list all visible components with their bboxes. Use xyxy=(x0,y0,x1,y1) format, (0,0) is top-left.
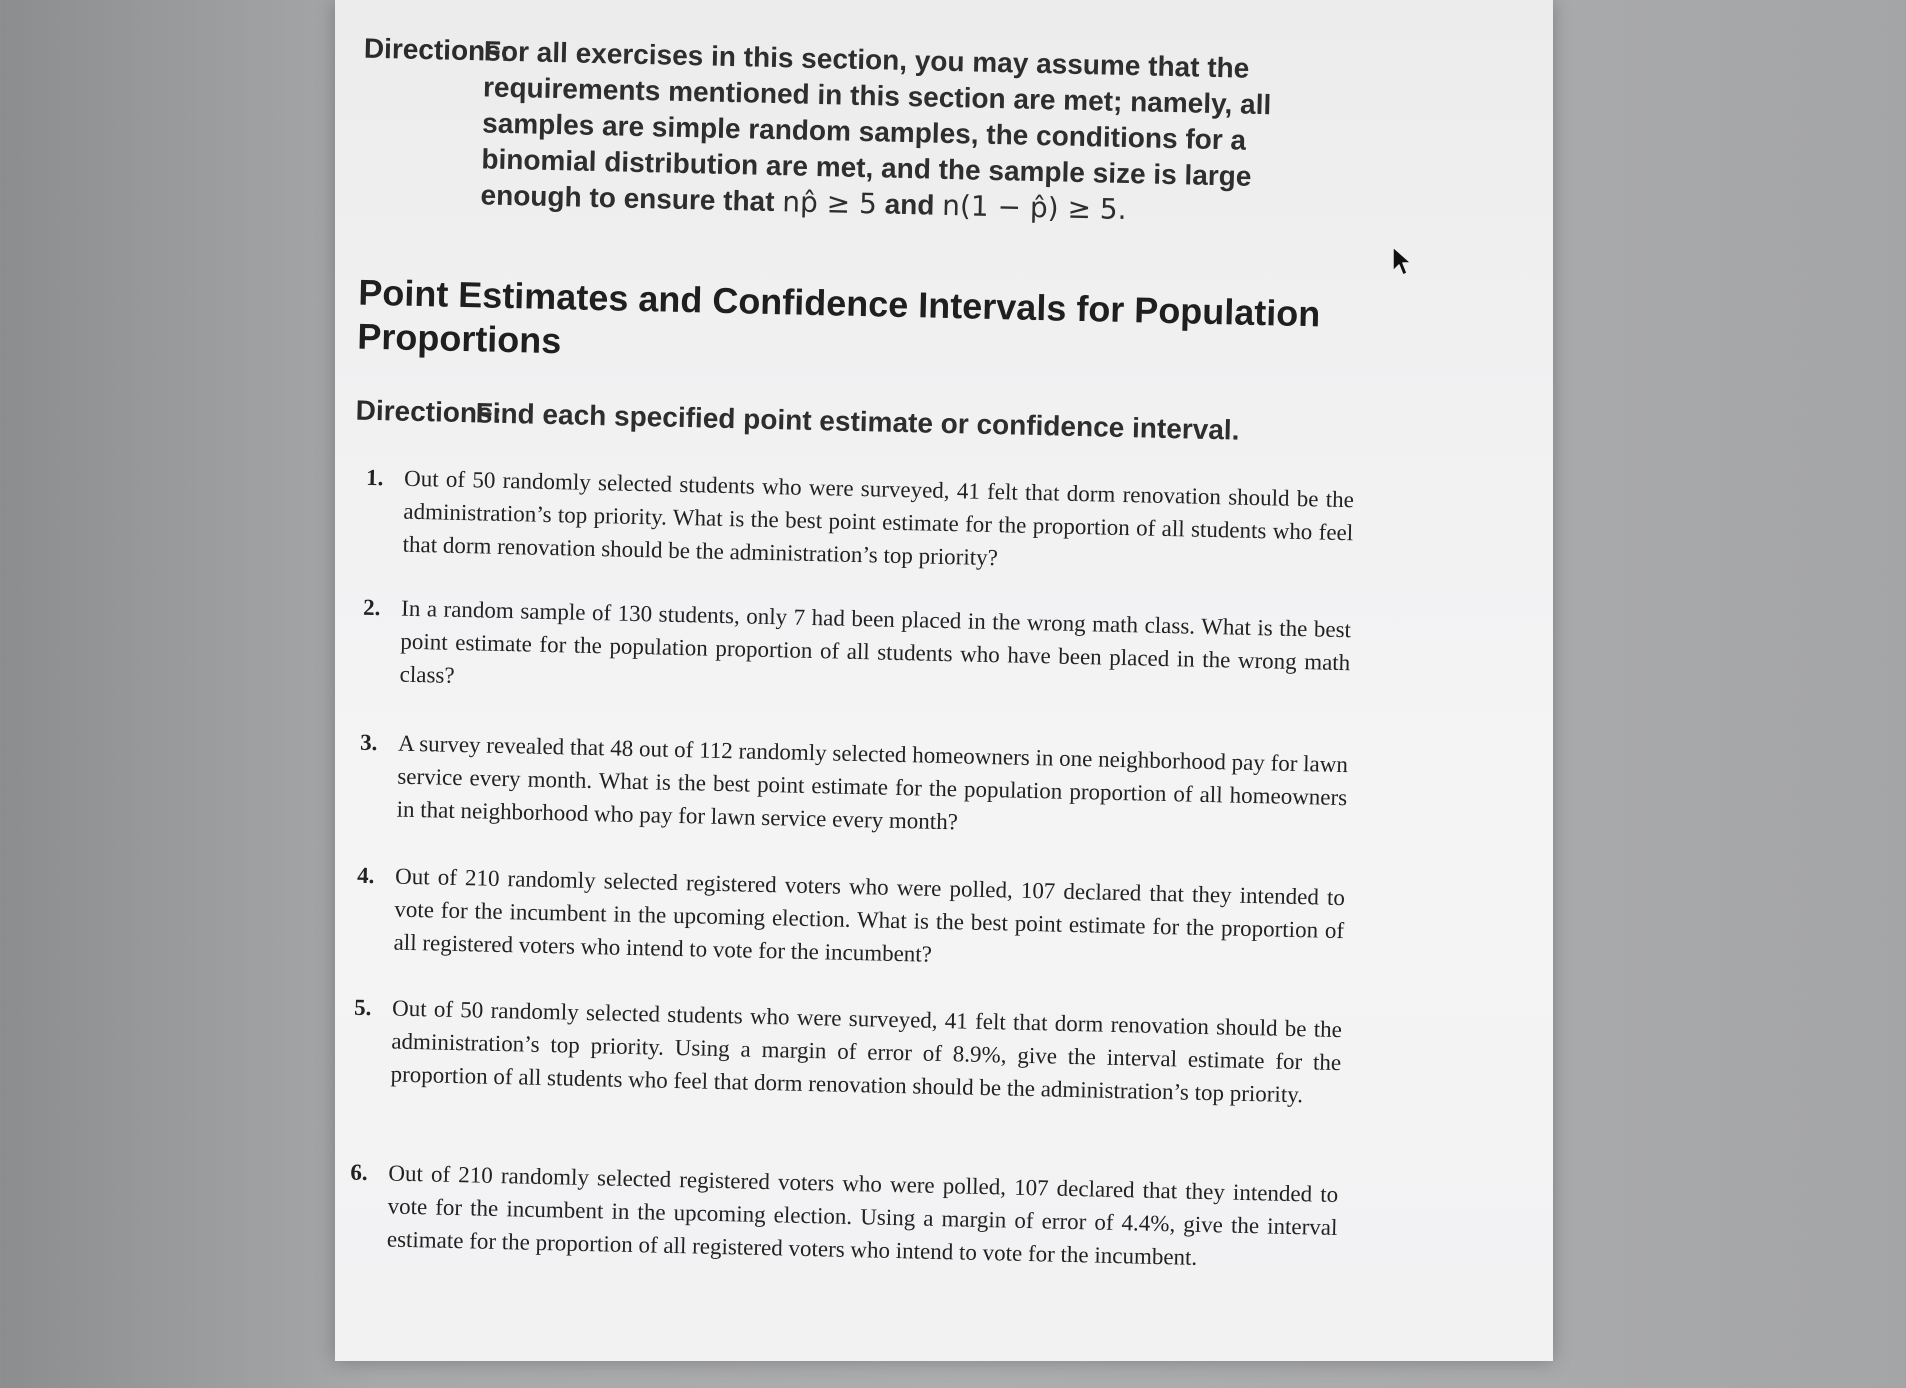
exercise-text: Out of 210 randomly selected registered voters who were polled, 107 declared that they intended to vote for the incumbent in the upcoming election. Using a margin of error of 4.4%, give the interval estimate for the proportion of all registered voters who intend to vote for the incumbent. xyxy=(386,1160,1339,1270)
exercise-number: 1. xyxy=(365,464,384,491)
exercise-4 xyxy=(343,858,1345,980)
exercise-number: 3. xyxy=(359,729,378,756)
exercise-2 xyxy=(349,591,1351,713)
condition-nq: n(1 − p̂) ≥ 5. xyxy=(941,188,1127,227)
exercise-3 xyxy=(346,725,1348,847)
exercise-number: 2. xyxy=(362,594,381,621)
exercise-text: In a random sample of 130 students, only 7 had been placed in the wrong math class. What is the best point estimate for the population proportion of all students who have been placed in the wrong math class? xyxy=(399,595,1352,688)
intro-directions-label: Directions: xyxy=(363,32,511,67)
exercise-number: 6. xyxy=(350,1159,368,1186)
condition-np: np̂ ≥ 5 xyxy=(781,185,878,221)
page-content xyxy=(304,0,1553,1388)
intro-directions-text xyxy=(480,33,1344,232)
exercise-text: Out of 210 randomly selected registered voters who were polled, 107 declared that they intended to vote for the incumbent in the upcoming election. What is the best point estimate for the proportion of all registered voters who intend to vote for the incumbent? xyxy=(393,863,1346,967)
exercise-5 xyxy=(340,990,1342,1112)
mouse-cursor-icon xyxy=(1391,245,1413,277)
exercise-number: 4. xyxy=(356,862,375,889)
intro-and: and xyxy=(884,188,935,221)
exercise-text: A survey revealed that 48 out of 112 randomly selected homeowners in one neighborhood pay for lawn service every month. What is the best point estimate for the population proportion of all homeowners in that neighborhood who pay for lawn service every month? xyxy=(396,730,1349,835)
directions-label: Directions: xyxy=(355,394,503,429)
exercise-text: Out of 50 randomly selected students who were surveyed, 41 felt that dorm renovation should be the administration’s top priority. Using a margin of error of 8.9%, give the interval estimate for the proportion of all students who feel that dorm renovation should be the administration’s top priority. xyxy=(390,995,1343,1108)
directions-text: Find each specified point estimate or confidence interval. xyxy=(475,397,1240,446)
exercise-number: 5. xyxy=(353,994,372,1021)
exercise-text: Out of 50 randomly selected students who were surveyed, 41 felt that dorm renovation should be the administration’s top priority. What is the best point estimate for the proportion of all students who feel that dorm renovation should be the administration’s top priority? xyxy=(402,465,1355,571)
document-page xyxy=(335,0,1553,1361)
intro-directions-body: For all exercises in this section, you may assume that the requirements mentioned in this section are met; namely, all samples are simple random samples, the conditions for a binomial distribution are met, and the sample size is large enough to ensure that xyxy=(480,35,1272,218)
exercise-1 xyxy=(352,461,1354,583)
exercise-6 xyxy=(337,1155,1339,1277)
section-heading: Point Estimates and Confidence Intervals for Population Proportions xyxy=(356,271,1321,362)
